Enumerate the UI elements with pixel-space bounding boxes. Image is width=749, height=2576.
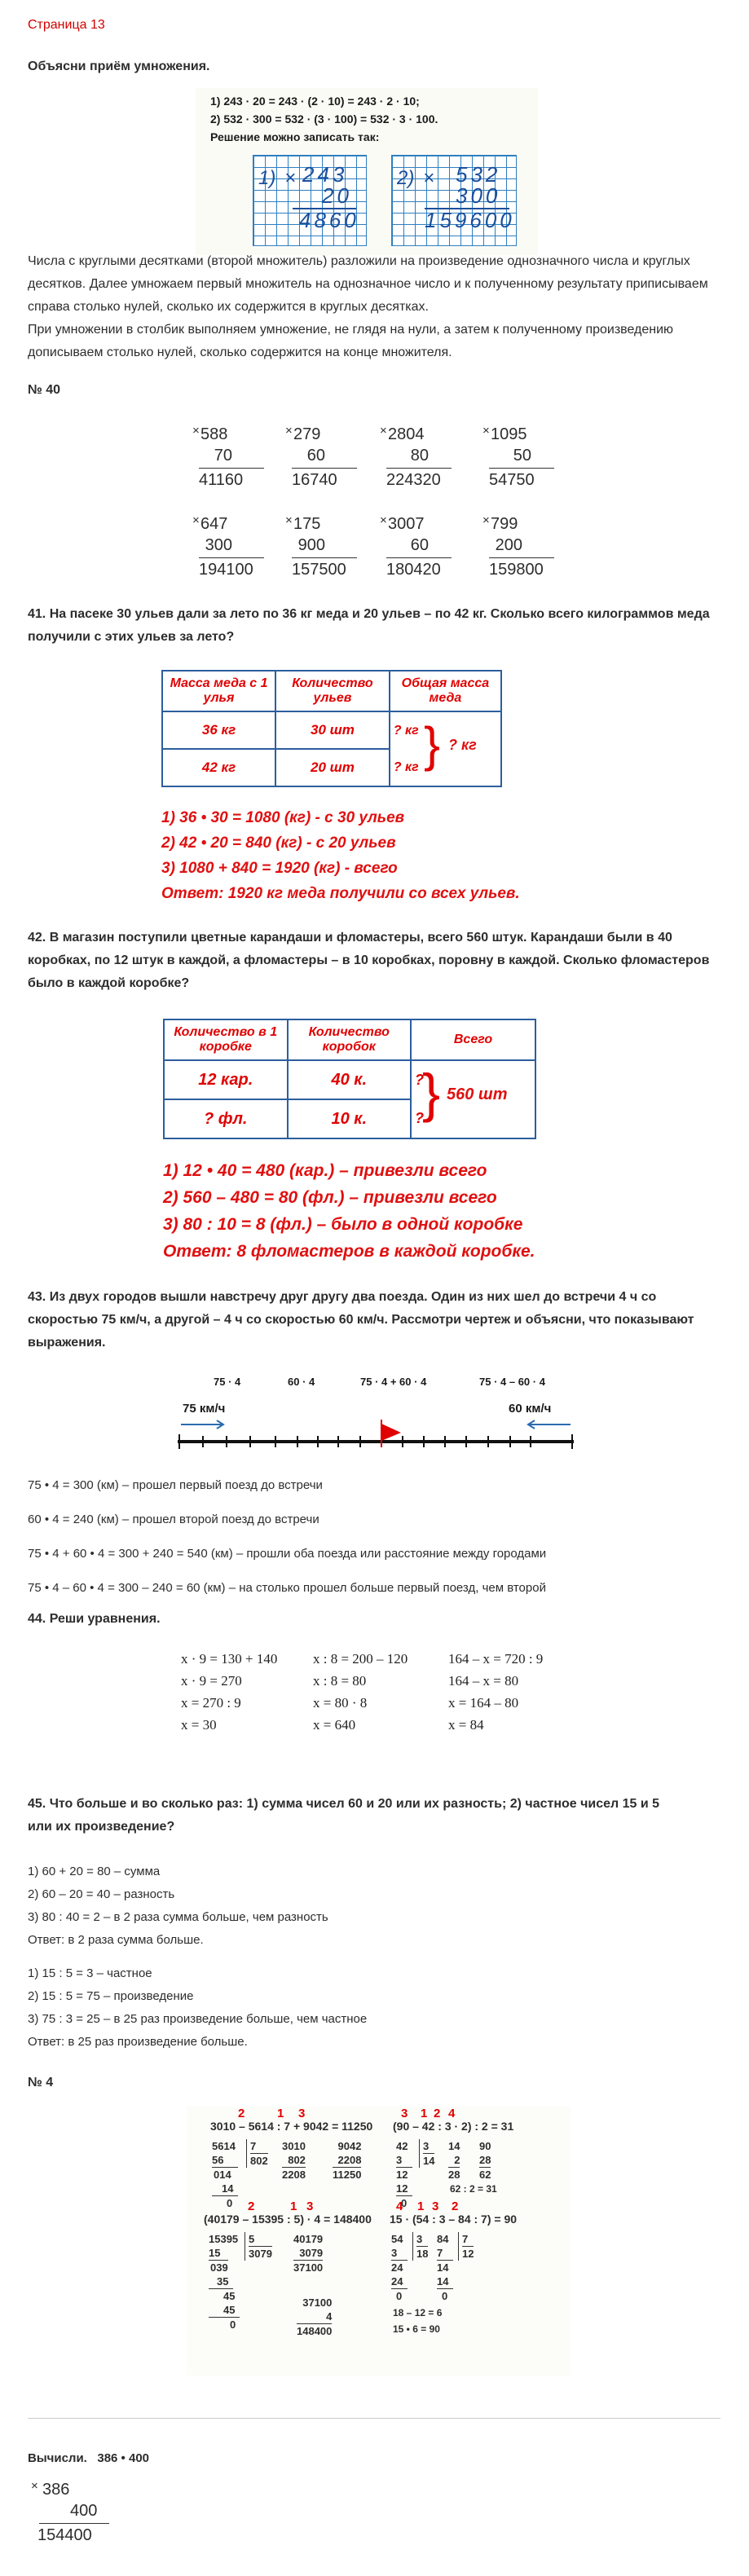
product: 16740 <box>292 471 337 489</box>
task-42-question: 42. В магазин поступили цветные карандаши и фломастеры, всего 560 штук. Карандаши были в 40 коробках, по 12 штук в каждой, а фломастеры – в 10 коробках, поровну в каждой. Сколько фломастеров было в каждой коробке? <box>28 931 710 990</box>
t42-brace: } <box>422 1063 441 1123</box>
n4-d1-l1: 5614 <box>212 2140 236 2152</box>
n4-d1-quot <box>246 2139 268 2168</box>
n4-d1-l5: 0 <box>227 2197 233 2209</box>
divider <box>28 2418 720 2419</box>
t42-r1c2: 40 к. <box>288 1060 412 1099</box>
multiplicand: 3007 <box>388 515 425 533</box>
n4-d1-divisor: 7 <box>250 2139 268 2154</box>
n4-sub1-l2: 802 <box>282 2153 306 2168</box>
n4-m2-l3: 28 <box>448 2169 460 2181</box>
t44-c1-l1: x · 9 = 130 + 140 <box>181 1651 278 1667</box>
n4-d4a-l2: 3 <box>391 2246 408 2261</box>
n4-sub-2 <box>479 2139 491 2182</box>
n4-sub-1 <box>282 2139 306 2182</box>
t43-line-svg <box>176 1369 575 1459</box>
product: 157500 <box>292 561 346 579</box>
t42-total: 560 шт <box>447 1085 508 1103</box>
task-40-heading: № 40 <box>28 383 61 397</box>
t43-meeting-flag <box>381 1424 401 1441</box>
task-4-work <box>187 2107 571 2376</box>
n4-m2-l1: 14 <box>448 2140 460 2152</box>
t43-arrows <box>181 1420 571 1429</box>
n4-d4b-l4: 14 <box>437 2274 453 2289</box>
grid-2-top: 532 <box>456 162 501 187</box>
n4-mul3-l1: 37100 <box>302 2296 333 2309</box>
t42-r2c1: ? фл. <box>164 1099 288 1138</box>
t45-b-3: 3) 75 : 3 = 25 – в 25 раз произведение больше, чем частное <box>28 2012 368 2026</box>
n4-sub1-l3: 2208 <box>282 2169 306 2181</box>
t45-b-2: 2) 15 : 5 = 75 – произведение <box>28 1989 194 2003</box>
t44-c1-l2: x · 9 = 270 <box>181 1673 242 1689</box>
compute-a: 386 <box>42 2481 70 2499</box>
n4-e2-order-1: 3 <box>401 2107 408 2120</box>
n4-d1-l2: 56 <box>212 2153 238 2168</box>
t41-step-1: 1) 36 • 30 = 1080 (кг) - с 30 ульев <box>161 809 405 826</box>
t43-answer-1: 75 • 4 = 300 (км) – прошел первый поезд до встречи <box>28 1478 323 1492</box>
t45-part-b <box>28 1962 367 2054</box>
t42-r1c3: ? <box>411 1060 535 1099</box>
n4-d3-l2: 15 <box>209 2246 228 2261</box>
compute-label: Вычисли. <box>28 2451 87 2465</box>
explain-paragraph-1: Числа с круглыми десятками (второй множитель) разложили на произведение однозначного числа и круглых десятков. Далее умножаем первый множитель на однозначное число и к полученному результату приписываем справа столько нулей, сколько их содержится в круглых десятках. <box>28 254 708 314</box>
n4-add1-l1: 9042 <box>337 2140 362 2152</box>
t42-answer: Ответ: 8 фломастеров в каждой коробке. <box>163 1242 535 1261</box>
t41-r1c3: ? кг <box>390 711 501 749</box>
result-line <box>199 468 264 469</box>
n4-e3-order-1: 2 <box>248 2200 255 2213</box>
n4-d3-quot <box>245 2232 272 2261</box>
n4-d3-l1: 15395 <box>209 2233 239 2245</box>
n4-expr-3: (40179 – 15395 : 5) · 4 = 148400 <box>204 2213 372 2226</box>
t43-expr-3: 75 · 4 + 60 · 4 <box>360 1376 427 1388</box>
result-line <box>292 557 357 558</box>
n4-d3-l5: 45 <box>223 2290 236 2302</box>
t44-c3-l1: 164 – x = 720 : 9 <box>448 1651 544 1667</box>
t43-expr-1: 75 · 4 <box>214 1376 241 1388</box>
n4-mul-2 <box>448 2139 460 2182</box>
t43-speed-1: 75 км/ч <box>183 1402 226 1416</box>
explain-heading: Объясни приём умножения. <box>28 59 210 73</box>
n4-sub3-l1: 40179 <box>293 2233 324 2245</box>
n4-d1-l4: 14 <box>212 2182 238 2196</box>
t44-c2-l4: x = 640 <box>313 1717 356 1733</box>
n4-expr-2: (90 – 42 : 3 · 2) : 2 = 31 <box>393 2120 514 2133</box>
multiplier: 900 <box>297 536 325 554</box>
multiplicand: 279 <box>293 425 321 443</box>
n4-d4a-l1: 54 <box>391 2233 403 2245</box>
n4-s2-l1: 90 <box>479 2140 491 2152</box>
n4-e4-order-3: 3 <box>432 2200 439 2213</box>
hint-figure <box>196 88 538 255</box>
n4-d2-divisor: 3 <box>423 2139 434 2154</box>
multiplier: 200 <box>495 536 522 554</box>
result-line <box>292 468 357 469</box>
n4-mul-3 <box>297 2296 332 2338</box>
hint-line-1: 1) 243 · 20 = 243 · (2 · 10) = 243 · 2 · 10; <box>210 95 420 108</box>
times-sign: × <box>285 513 293 527</box>
n4-div-4b <box>437 2232 453 2303</box>
t45-a-3: 3) 80 : 40 = 2 – в 2 раза сумма больше, чем разность <box>28 1910 328 1924</box>
t41-answer: Ответ: 1920 кг меда получили со всех ульев. <box>161 885 520 902</box>
result-line <box>386 557 452 558</box>
t41-r2c1: 42 кг <box>162 749 275 786</box>
t45-b-1: 1) 15 : 5 = 3 – частное <box>28 1966 152 1980</box>
n4-d3-quotient: 3079 <box>249 2248 272 2260</box>
n4-div-4a <box>391 2232 408 2303</box>
compute-times-sign: × <box>31 2479 38 2493</box>
n4-d2-quotient: 14 <box>423 2155 435 2167</box>
page-title: Страница 13 <box>28 18 105 32</box>
n4-d3-l7: 0 <box>230 2318 236 2331</box>
n4-e3-order-3: 3 <box>306 2200 314 2213</box>
t42-head-1: Количество в 1 коробке <box>164 1019 288 1060</box>
n4-d1-l3: 014 <box>214 2169 231 2181</box>
grid-1-mid: 20 <box>322 183 352 208</box>
t41-head-1: Масса меда с 1 улья <box>162 671 275 711</box>
t45-a-1: 1) 60 + 20 = 80 – сумма <box>28 1865 161 1878</box>
t42-r1c1: 12 кар. <box>164 1060 288 1099</box>
grid-2-result: 159600 <box>425 208 515 232</box>
n4-div-3 <box>209 2232 240 2332</box>
n4-sub3-l3: 37100 <box>293 2261 324 2274</box>
n4-d4b-quot <box>458 2232 474 2261</box>
n4-sub1-l1: 3010 <box>282 2140 306 2152</box>
n4-d2-l5: 0 <box>401 2197 408 2209</box>
t41-r2c3: ? кг <box>390 749 501 786</box>
t43-answer-4: 75 • 4 – 60 • 4 = 300 – 240 = 60 (км) – на столько прошел больше первый поезд, чем второй <box>28 1581 546 1595</box>
task-4-heading: № 4 <box>28 2076 54 2089</box>
n4-sub3-l2: 3079 <box>293 2246 323 2261</box>
t44-c2-l2: x : 8 = 80 <box>313 1673 367 1689</box>
n4-sub-3 <box>293 2232 323 2274</box>
t44-c2-l3: x = 80 · 8 <box>313 1695 368 1711</box>
n4-d2-l3: 12 <box>396 2169 408 2181</box>
n4-expr-4: 15 · (54 : 3 – 84 : 7) = 90 <box>390 2213 518 2226</box>
t45-part-a <box>28 1860 328 1952</box>
grid-1-top: 243 <box>302 162 348 187</box>
t45-b-answer: Ответ: в 25 раз произведение больше. <box>28 2035 248 2049</box>
t44-c3-l2: 164 – x = 80 <box>448 1673 519 1689</box>
t42-r2c2: 10 к. <box>288 1099 412 1138</box>
n4-d4a-divisor: 3 <box>416 2232 428 2247</box>
n4-d3-l3: 039 <box>210 2261 228 2274</box>
n4-e2-order-4: 4 <box>448 2107 456 2120</box>
product: 159800 <box>489 561 544 579</box>
grid-2-mid: 300 <box>456 183 501 208</box>
t44-col-3 <box>448 1648 543 1736</box>
multiplier: 60 <box>306 447 325 465</box>
t42-r2c3: ? <box>411 1099 535 1138</box>
n4-e3-order-2: 1 <box>290 2200 297 2213</box>
grid-1-result: 4860 <box>299 208 359 232</box>
hint-line-2: 2) 532 · 300 = 532 · (3 · 100) = 532 · 3 · 100. <box>210 112 438 125</box>
n4-d4a-l5: 0 <box>396 2290 403 2302</box>
multiplier: 60 <box>410 536 429 554</box>
t43-expr-2: 60 · 4 <box>288 1376 315 1388</box>
n4-mul3-l3: 148400 <box>297 2325 333 2337</box>
t41-head-2: Количество ульев <box>275 671 390 711</box>
task-43-question: 43. Из двух городов вышли навстречу друг другу два поезда. Один из них шел до встречи 4 ч со скоростью 75 км/ч, а другой – 4 ч со скоростью 60 км/ч. Рассмотри чертеж и объясни, что показывают выражения. <box>28 1290 694 1350</box>
n4-e4-order-1: 4 <box>396 2200 403 2213</box>
product: 180420 <box>386 561 441 579</box>
compute-b: 400 <box>70 2502 98 2520</box>
t41-r2c2: 20 шт <box>275 749 390 786</box>
t41-step-3: 3) 1080 + 840 = 1920 (кг) - всего <box>161 860 398 877</box>
multiplicand: 2804 <box>388 425 425 443</box>
t44-col-2 <box>313 1648 408 1736</box>
n4-s2-l3: 62 <box>479 2169 491 2181</box>
t41-r1c2: 30 шт <box>275 711 390 749</box>
task-45-question: 45. Что больше и во сколько раз: 1) сумма чисел 60 и 20 или их разность; 2) частное чисел 15 и 5 или их произведение? <box>28 1797 660 1834</box>
n4-d4b-l3: 14 <box>437 2261 449 2274</box>
grid-2-sign: × <box>423 167 435 189</box>
times-sign: × <box>192 424 200 438</box>
product: 224320 <box>386 471 441 489</box>
times-sign: × <box>380 424 387 438</box>
grid-1-sign: × <box>284 167 297 189</box>
grid-1 <box>253 155 367 246</box>
times-sign: × <box>285 424 293 438</box>
compute-line <box>28 2451 149 2465</box>
task-41-table <box>161 670 502 787</box>
product: 194100 <box>199 561 253 579</box>
t44-col-1 <box>181 1648 277 1736</box>
multiplicand: 647 <box>200 515 228 533</box>
n4-e1-order-1: 2 <box>238 2107 245 2120</box>
t43-diagram <box>176 1369 575 1459</box>
n4-d2-l4: 12 <box>396 2182 412 2196</box>
n4-d1-quotient: 802 <box>250 2155 268 2167</box>
n4-e1-order-3: 3 <box>298 2107 306 2120</box>
multiplier: 300 <box>205 536 232 554</box>
t42-head-3: Всего <box>411 1019 535 1060</box>
task-42-solution <box>163 1157 535 1265</box>
t43-answer-3: 75 • 4 + 60 • 4 = 300 + 240 = 540 (км) – прошли оба поезда или расстояние между городами <box>28 1547 547 1561</box>
task-41-solution <box>161 805 520 906</box>
t42-step-1: 1) 12 • 40 = 480 (кар.) – привезли всего <box>163 1161 487 1180</box>
n4-mul3-l2: 4 <box>297 2310 332 2324</box>
task-41-question: 41. На пасеке 30 ульев дали за лето по 36 кг меда и 20 ульев – по 42 кг. Сколько всего килограммов меда получили с этих ульев за лето? <box>28 607 710 644</box>
grid-2 <box>391 155 517 246</box>
n4-d3-l6: 45 <box>209 2303 240 2318</box>
n4-final-4b: 15 • 6 = 90 <box>393 2323 440 2335</box>
n4-d4a-l4: 24 <box>391 2274 408 2289</box>
n4-d4a-l3: 24 <box>391 2261 403 2274</box>
n4-e2-order-3: 2 <box>434 2107 441 2120</box>
n4-d3-divisor: 5 <box>249 2232 272 2247</box>
hint-line-3: Решение можно записать так: <box>210 130 380 143</box>
result-line <box>489 557 554 558</box>
task-42-table <box>163 1019 536 1139</box>
n4-add1-l2: 2208 <box>333 2153 361 2168</box>
n4-d4a-quotient: 18 <box>416 2248 429 2260</box>
product: 41160 <box>199 471 244 489</box>
n4-d3-l4: 35 <box>209 2274 233 2289</box>
n4-d2-quot <box>419 2139 434 2168</box>
n4-expr-1: 3010 – 5614 : 7 + 9042 = 11250 <box>210 2120 373 2133</box>
n4-add1-l3: 11250 <box>333 2169 362 2181</box>
t43-expr-4: 75 · 4 – 60 · 4 <box>479 1376 545 1388</box>
t41-total: ? кг <box>448 737 477 753</box>
n4-d4b-divisor: 7 <box>462 2232 474 2247</box>
t42-step-2: 2) 560 – 480 = 80 (фл.) – привезли всего <box>163 1188 497 1207</box>
t44-c1-l3: x = 270 : 9 <box>181 1695 241 1711</box>
n4-m2-l2: 2 <box>448 2153 460 2168</box>
t44-c3-l4: x = 84 <box>448 1717 484 1733</box>
n4-final-2: 62 : 2 = 31 <box>450 2183 497 2195</box>
n4-e4-order-4: 2 <box>452 2200 459 2213</box>
times-sign: × <box>482 513 490 527</box>
t43-answer-2: 60 • 4 = 240 (км) – прошел второй поезд до встречи <box>28 1513 319 1526</box>
n4-d4b-l5: 0 <box>442 2290 448 2302</box>
multiplier: 80 <box>410 447 429 465</box>
t42-head-2: Количество коробок <box>288 1019 412 1060</box>
grid-2-label: 2) <box>397 167 415 189</box>
n4-d4a-quot <box>412 2232 428 2261</box>
n4-e1-order-2: 1 <box>277 2107 284 2120</box>
t41-r1c1: 36 кг <box>162 711 275 749</box>
multiplier: 50 <box>513 447 531 465</box>
n4-d4b-quotient: 12 <box>462 2248 474 2260</box>
multiplicand: 1095 <box>491 425 527 443</box>
n4-s2-l2: 28 <box>479 2154 491 2166</box>
times-sign: × <box>380 513 387 527</box>
compute-line-bar <box>39 2523 109 2524</box>
compute-result: 154400 <box>37 2526 92 2544</box>
result-line <box>199 557 264 558</box>
multiplicand: 588 <box>200 425 228 443</box>
n4-final-4a: 18 – 12 = 6 <box>393 2307 443 2318</box>
task-43-answers <box>28 1469 546 1605</box>
n4-e2-order-2: 1 <box>421 2107 428 2120</box>
result-line <box>386 468 452 469</box>
times-sign: × <box>192 513 200 527</box>
explain-paragraph-2: При умножении в столбик выполняем умножение, не глядя на нули, а затем к полученному произведению дописываем столько нулей, сколько содержится на конце множителя. <box>28 323 674 359</box>
t42-step-3: 3) 80 : 10 = 8 (фл.) – было в одной коробке <box>163 1215 523 1234</box>
result-line <box>489 468 554 469</box>
multiplier: 70 <box>214 447 232 465</box>
compute-expression: 386 • 400 <box>97 2451 149 2465</box>
t41-head-3: Общая масса меда <box>390 671 501 711</box>
t45-a-answer: Ответ: в 2 раза сумма больше. <box>28 1933 204 1947</box>
n4-div-1 <box>212 2139 238 2210</box>
n4-d4b-l1: 84 <box>437 2233 449 2245</box>
n4-add-1 <box>333 2139 361 2182</box>
t44-c3-l3: x = 164 – 80 <box>448 1695 519 1711</box>
t43-speed-2: 60 км/ч <box>509 1402 552 1416</box>
n4-d2-l2: 3 <box>396 2153 412 2168</box>
task-44-heading: 44. Реши уравнения. <box>28 1612 161 1626</box>
n4-e4-order-2: 1 <box>417 2200 425 2213</box>
multiplicand: 799 <box>491 515 518 533</box>
product: 54750 <box>489 471 535 489</box>
multiplicand: 175 <box>293 515 321 533</box>
t45-a-2: 2) 60 – 20 = 40 – разность <box>28 1887 175 1901</box>
t44-c1-l4: x = 30 <box>181 1717 217 1733</box>
n4-d2-l1: 42 <box>396 2140 408 2152</box>
t41-step-2: 2) 42 • 20 = 840 (кг) - с 20 ульев <box>161 834 396 852</box>
grid-1-label: 1) <box>258 167 276 189</box>
t41-brace: } <box>424 717 441 772</box>
t44-c2-l1: x : 8 = 200 – 120 <box>313 1651 408 1667</box>
times-sign: × <box>482 424 490 438</box>
n4-d4b-l2: 7 <box>437 2246 453 2261</box>
